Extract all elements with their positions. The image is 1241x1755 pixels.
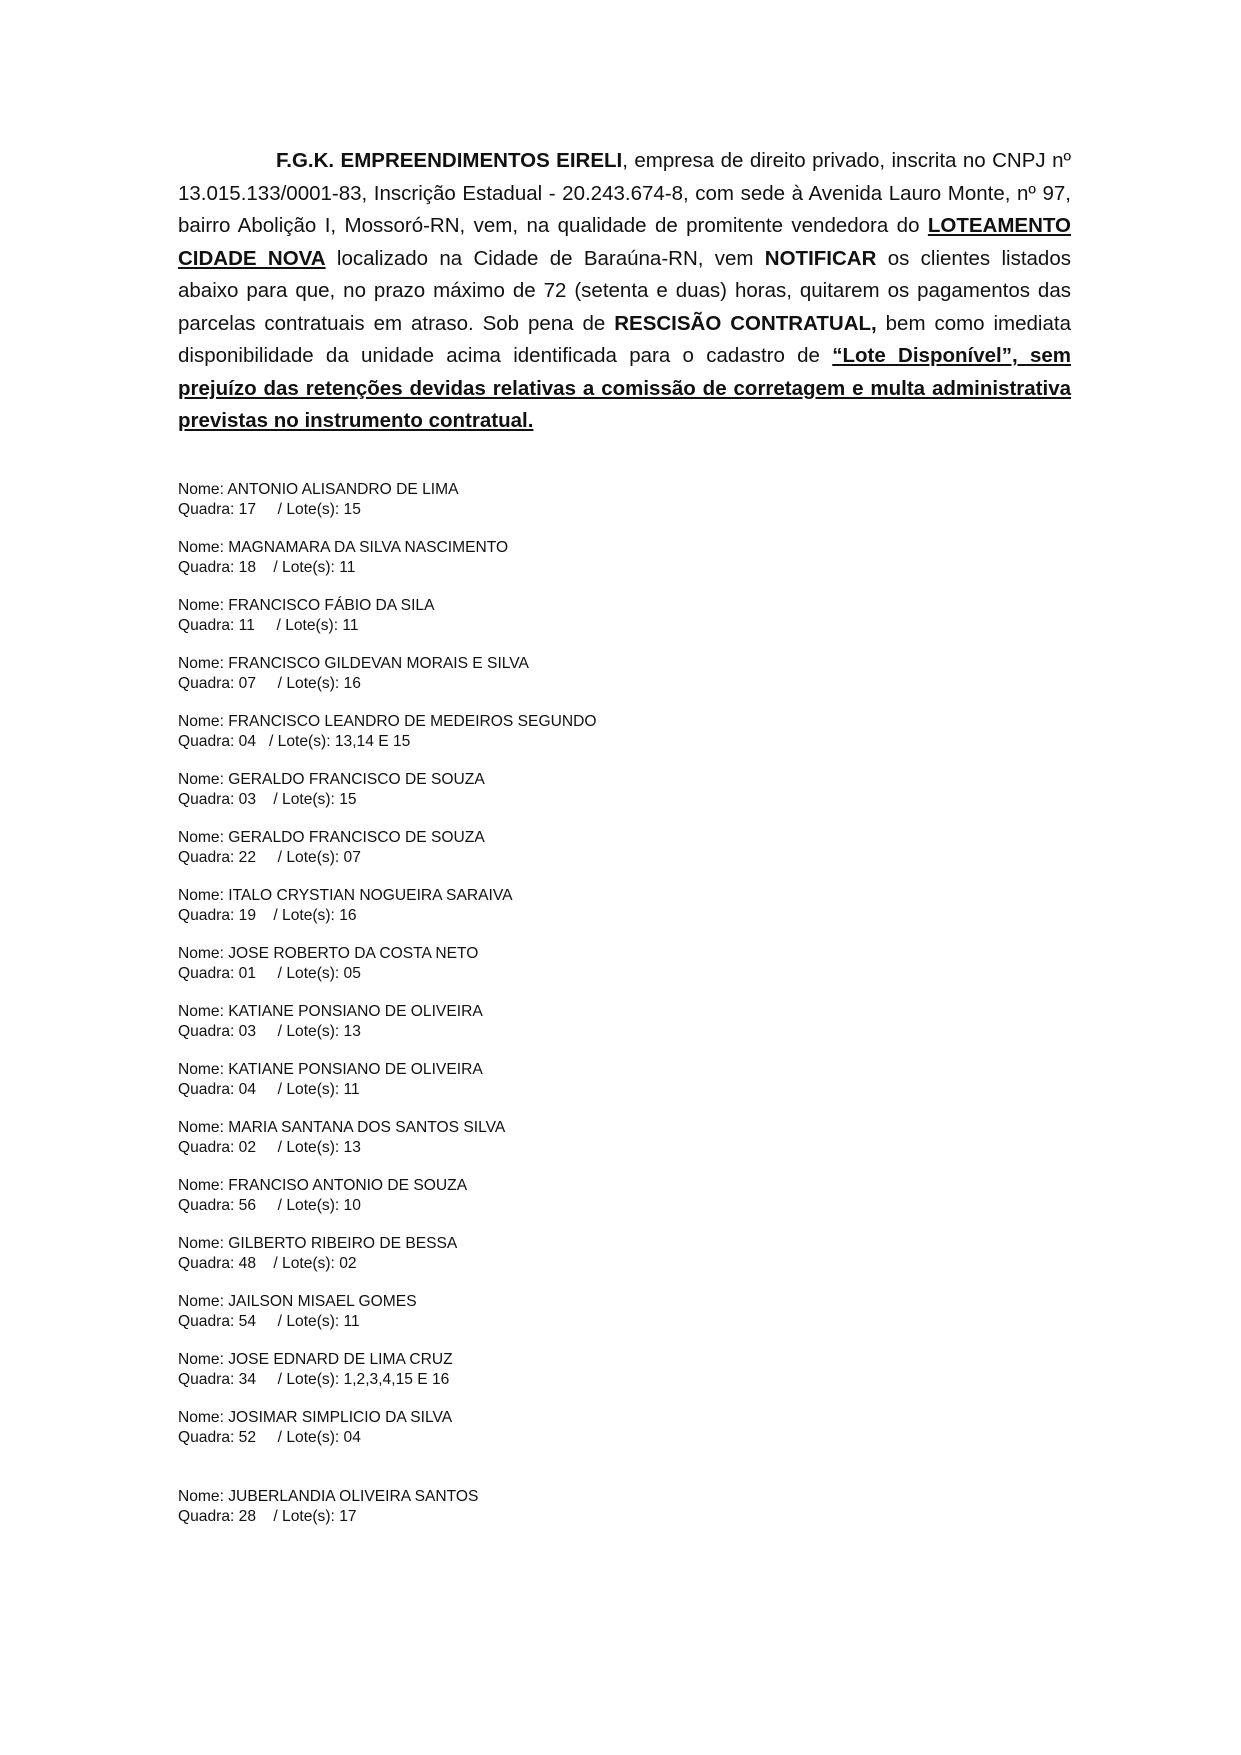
notice-text-4: bem como imediata disponibilidade da unidade acima identificada para o cadastro de bbox=[178, 311, 1071, 367]
client-lot-detail: Quadra: 04 / Lote(s): 11 bbox=[178, 1081, 360, 1098]
client-lot-detail: Quadra: 56 / Lote(s): 10 bbox=[178, 1197, 361, 1214]
client-name: Nome: MAGNAMARA DA SILVA NASCIMENTO bbox=[178, 539, 509, 556]
client-lot-detail: Quadra: 04 / Lote(s): 13,14 E 15 bbox=[178, 733, 411, 750]
client-lot-detail: Quadra: 52 / Lote(s): 04 bbox=[178, 1429, 361, 1446]
client-name: Nome: JOSE ROBERTO DA COSTA NETO bbox=[178, 945, 479, 962]
client-lot-detail: Quadra: 22 / Lote(s): 07 bbox=[178, 849, 361, 866]
client-lot-detail: Quadra: 03 / Lote(s): 13 bbox=[178, 1023, 361, 1040]
client-name: Nome: GERALDO FRANCISCO DE SOUZA bbox=[178, 771, 485, 788]
client-entry bbox=[178, 1234, 1078, 1292]
notice-text-2: localizado na Cidade de Baraúna-RN, vem bbox=[325, 246, 765, 270]
client-entry bbox=[178, 1487, 1078, 1545]
client-name: Nome: ITALO CRYSTIAN NOGUEIRA SARAIVA bbox=[178, 887, 513, 904]
client-name: Nome: GILBERTO RIBEIRO DE BESSA bbox=[178, 1235, 458, 1252]
client-entry bbox=[178, 770, 1078, 828]
company-name: F.G.K. EMPREENDIMENTOS EIRELI bbox=[276, 149, 623, 172]
client-name: Nome: KATIANE PONSIANO DE OLIVEIRA bbox=[178, 1003, 483, 1020]
notify-keyword: NOTIFICAR bbox=[764, 246, 877, 270]
client-lot-detail: Quadra: 01 / Lote(s): 05 bbox=[178, 965, 361, 982]
client-name: Nome: FRANCISCO LEANDRO DE MEDEIROS SEGUNDO bbox=[178, 713, 597, 730]
client-name: Nome: GERALDO FRANCISCO DE SOUZA bbox=[178, 829, 485, 846]
client-name: Nome: MARIA SANTANA DOS SANTOS SILVA bbox=[178, 1119, 506, 1136]
development-name: LOTEAMENTO CIDADE NOVA bbox=[178, 214, 1071, 270]
client-name: Nome: FRANCISCO FÁBIO DA SILA bbox=[178, 597, 435, 614]
client-entry bbox=[178, 538, 1078, 596]
client-lot-detail: Quadra: 02 / Lote(s): 13 bbox=[178, 1139, 361, 1156]
client-lot-detail: Quadra: 19 / Lote(s): 16 bbox=[178, 907, 357, 924]
notice-text-3: os clientes listados abaixo para que, no prazo máximo de 72 (setenta e duas) horas, quitarem os pagamentos das parcelas contratuais em atraso. Sob pena de bbox=[178, 246, 1071, 335]
client-list bbox=[178, 480, 1078, 1545]
client-lot-detail: Quadra: 07 / Lote(s): 16 bbox=[178, 675, 361, 692]
client-lot-detail: Quadra: 54 / Lote(s): 11 bbox=[178, 1313, 360, 1330]
client-lot-detail: Quadra: 18 / Lote(s): 11 bbox=[178, 559, 356, 576]
client-entry bbox=[178, 654, 1078, 712]
client-entry bbox=[178, 1002, 1078, 1060]
client-lot-detail: Quadra: 34 / Lote(s): 1,2,3,4,15 E 16 bbox=[178, 1371, 450, 1388]
notice-text-1: , empresa de direito privado, inscrita no CNPJ nº 13.015.133/0001-83, Inscrição Estadual - 20.243.674-8, com sede à Avenida Lauro Monte, nº 97, bairro Abolição I, Mossoró-RN, vem, na qualidade de promitente vendedora do bbox=[178, 149, 1071, 237]
client-entry bbox=[178, 1176, 1078, 1234]
client-entry bbox=[178, 480, 1078, 538]
client-lot-detail: Quadra: 11 / Lote(s): 11 bbox=[178, 617, 359, 634]
client-name: Nome: JAILSON MISAEL GOMES bbox=[178, 1293, 417, 1310]
client-lot-detail: Quadra: 17 / Lote(s): 15 bbox=[178, 501, 361, 518]
client-name: Nome: JUBERLANDIA OLIVEIRA SANTOS bbox=[178, 1488, 479, 1505]
client-name: Nome: FRANCISO ANTONIO DE SOUZA bbox=[178, 1177, 468, 1194]
client-name: Nome: KATIANE PONSIANO DE OLIVEIRA bbox=[178, 1061, 483, 1078]
rescission-keyword: RESCISÃO CONTRATUAL, bbox=[614, 311, 877, 335]
client-entry bbox=[178, 596, 1078, 654]
client-entry bbox=[178, 944, 1078, 1002]
client-lot-detail: Quadra: 03 / Lote(s): 15 bbox=[178, 791, 357, 808]
client-name: Nome: JOSIMAR SIMPLICIO DA SILVA bbox=[178, 1409, 453, 1426]
client-entry bbox=[178, 1292, 1078, 1350]
client-entry bbox=[178, 1350, 1078, 1408]
client-entry bbox=[178, 712, 1078, 770]
client-name: Nome: JOSE EDNARD DE LIMA CRUZ bbox=[178, 1351, 453, 1368]
notice-closing: “Lote Disponível”, sem prejuízo das retenções devidas relativas a comissão de corretagem e multa administrativa previstas no instrumento contratual. bbox=[178, 344, 1071, 432]
client-entry bbox=[178, 1408, 1078, 1466]
notice-paragraph bbox=[178, 145, 1071, 438]
client-name: Nome: ANTONIO ALISANDRO DE LIMA bbox=[178, 481, 459, 498]
client-entry bbox=[178, 886, 1078, 944]
client-entry bbox=[178, 828, 1078, 886]
client-entry bbox=[178, 1118, 1078, 1176]
client-name: Nome: FRANCISCO GILDEVAN MORAIS E SILVA bbox=[178, 655, 529, 672]
client-lot-detail: Quadra: 48 / Lote(s): 02 bbox=[178, 1255, 357, 1272]
client-entry bbox=[178, 1060, 1078, 1118]
client-lot-detail: Quadra: 28 / Lote(s): 17 bbox=[178, 1508, 357, 1525]
